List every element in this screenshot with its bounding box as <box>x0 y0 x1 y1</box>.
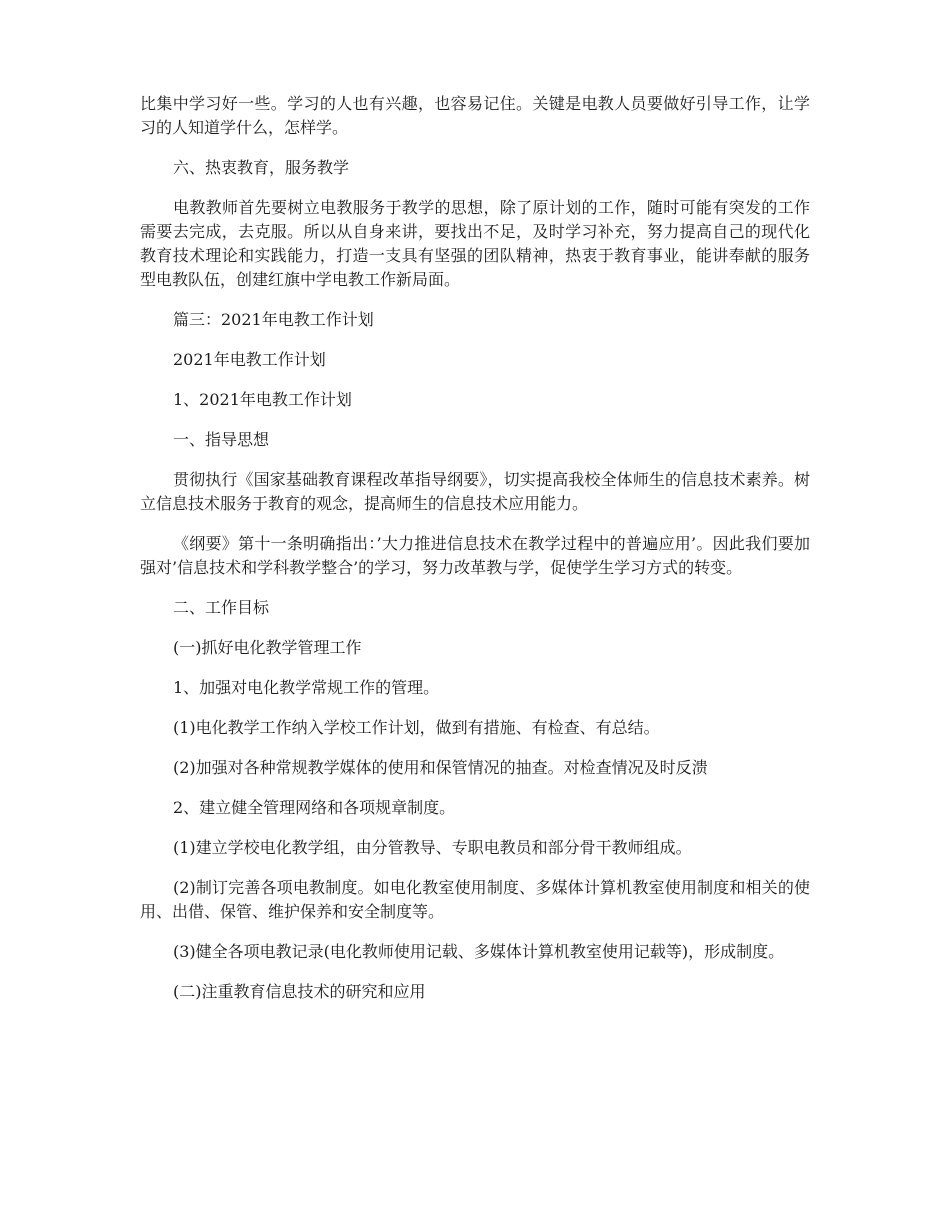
document-subtitle: 1、2021年电教工作计划 <box>173 390 352 409</box>
paragraph: 《纲要》第十一条明确指出：’大力推进信息技术在教学过程中的普遍应用’。因此我们要加强对’信息技术和学科教学整合’的学习，努力改革教与学，促使学生学习方式的转变。 <box>140 534 810 577</box>
section-heading: 六、热衷教育，服务教学 <box>173 158 350 177</box>
list-item: 1、加强对电化教学常规工作的管理。 <box>173 678 440 697</box>
list-item: (2)制订完善各项电教制度。如电化教室使用制度、多媒体计算机教室使用制度和相关的使用、出借、保管、维护保养和安全制度等。 <box>140 878 810 921</box>
list-item: (1)电化教学工作纳入学校工作计划，做到有措施、有检查、有总结。 <box>173 718 660 737</box>
list-item: 2、建立健全管理网络和各项规章制度。 <box>173 798 456 817</box>
section-heading: 一、指导思想 <box>173 430 270 449</box>
chapter-heading: 篇三：2021年电教工作计划 <box>173 310 374 329</box>
subsection-heading: (一)抓好电化教学管理工作 <box>173 638 362 657</box>
section-heading: 二、工作目标 <box>173 598 270 617</box>
list-item: (3)健全各项电教记录(电化教师使用记载、多媒体计算机教室使用记载等)，形成制度。 <box>173 942 785 961</box>
subsection-heading: (二)注重教育信息技术的研究和应用 <box>173 982 426 1001</box>
document-title: 2021年电教工作计划 <box>173 350 326 369</box>
paragraph: 电教教师首先要树立电教服务于教学的思想，除了原计划的工作，随时可能有突发的工作需要去完成，去克服。所以从自身来讲，要找出不足，及时学习补充，努力提高自己的现代化教育技术理论和实践能力，打造一支具有坚强的团队精神，热衷于教育事业，能讲奉献的服务型电教队伍，创建红旗中学电教工作新局面。 <box>140 198 810 289</box>
list-item: (1)建立学校电化教学组，由分管教导、专职电教员和部分骨干教师组成。 <box>173 838 692 857</box>
paragraph: 贯彻执行《国家基础教育课程改革指导纲要》，切实提高我校全体师生的信息技术素养。树立信息技术服务于教育的观念，提高师生的信息技术应用能力。 <box>140 470 810 513</box>
document-body <box>140 92 810 1004</box>
list-item: (2)加强对各种常规教学媒体的使用和保管情况的抽查。对检查情况及时反溃 <box>173 758 708 777</box>
paragraph: 比集中学习好一些。学习的人也有兴趣，也容易记住。关键是电教人员要做好引导工作，让学习的人知道学什么，怎样学。 <box>140 94 810 137</box>
